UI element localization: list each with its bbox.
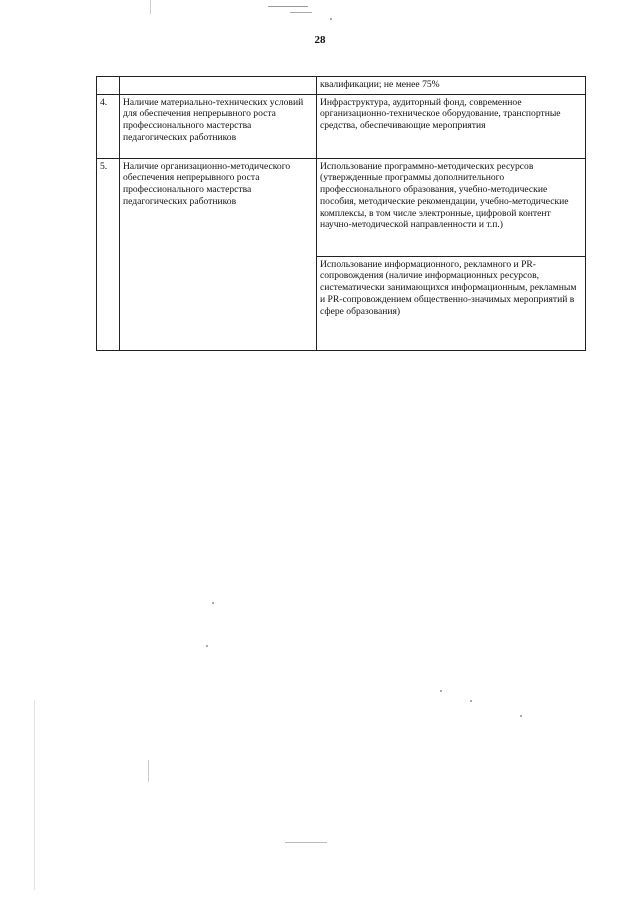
- row-number: [97, 77, 120, 95]
- page-number: 28: [314, 34, 326, 46]
- scan-artifact-line: [34, 700, 35, 890]
- table-row: [97, 94, 586, 158]
- row-number: 5.: [97, 158, 120, 350]
- criteria-table: [96, 76, 586, 351]
- criterion-name: Наличие материально-технических условий для обеспечения непрерывного роста профессионального мастерства педагогических работников: [120, 94, 317, 158]
- criterion-name: Наличие организационно-методического обеспечения непрерывного роста профессионального мастерства педагогических работников: [120, 158, 317, 350]
- scan-artifact-dot: [330, 18, 332, 20]
- scan-artifact-dot: [206, 645, 208, 647]
- table-row: [97, 77, 586, 95]
- scan-artifact-dot: [470, 700, 472, 702]
- criterion-indicator: Использование информационного, рекламного и PR-сопровождения (наличие информационных ресурсов, систематически занимающихся информационным, рекламным и PR-сопровождением общественно-значимых мероприятий в сфере образования): [317, 256, 586, 350]
- criterion-indicator: квалификации; не менее 75%: [317, 77, 586, 95]
- criterion-name: [120, 77, 317, 95]
- scan-artifact-bottom: [285, 842, 327, 843]
- scan-artifact-line: [150, 0, 151, 14]
- table-row: [97, 158, 586, 256]
- scan-artifact-dot: [520, 715, 522, 717]
- criterion-indicator: Использование программно-методических ресурсов (утвержденные программы дополнительного профессионального образования, учебно-методические пособия, методические рекомендации, учебно-методические комплексы, в том числе электронные, цифровой контент научно-методической направленности и т.п.): [317, 158, 586, 256]
- row-number: 4.: [97, 94, 120, 158]
- scan-artifact-line: [148, 760, 149, 782]
- scan-artifact-dot: [212, 602, 214, 604]
- criterion-indicator: Инфраструктура, аудиторный фонд, современное организационно-техническое оборудование, транспортные средства, обеспечивающие мероприятия: [317, 94, 586, 158]
- scan-artifact-top: [290, 12, 312, 13]
- scan-artifact-top: [268, 6, 308, 7]
- scan-artifact-dot: [440, 690, 442, 692]
